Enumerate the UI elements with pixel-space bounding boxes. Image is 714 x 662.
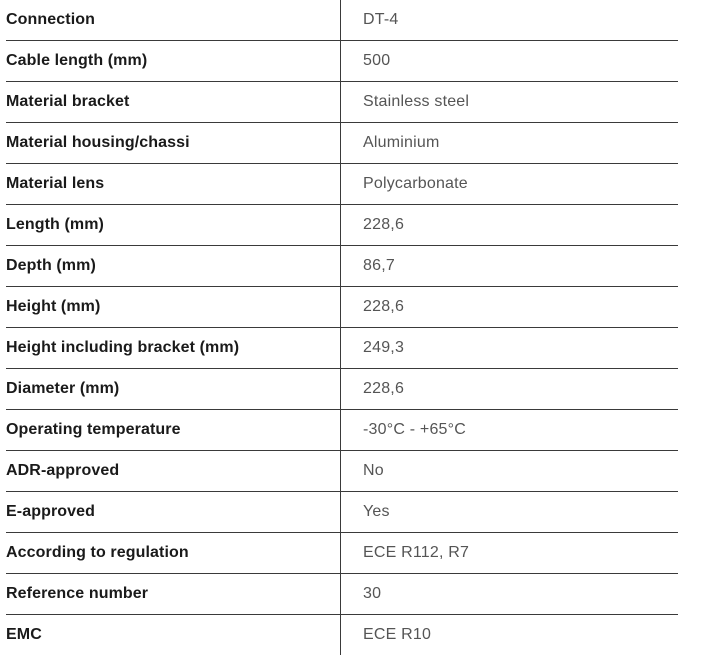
spec-label: Connection <box>6 0 341 41</box>
spec-value: No <box>341 451 679 492</box>
spec-label: ADR-approved <box>6 451 341 492</box>
spec-value: 86,7 <box>341 246 679 287</box>
table-row <box>6 41 678 82</box>
spec-label: Height including bracket (mm) <box>6 328 341 369</box>
spec-label: Cable length (mm) <box>6 41 341 82</box>
spec-label: Height (mm) <box>6 287 341 328</box>
table-row <box>6 164 678 205</box>
spec-value: 249,3 <box>341 328 679 369</box>
table-row <box>6 246 678 287</box>
specifications-table <box>6 0 678 655</box>
spec-label: Diameter (mm) <box>6 369 341 410</box>
spec-value: DT-4 <box>341 0 679 41</box>
spec-value: ECE R10 <box>363 626 432 643</box>
spec-value: 228,6 <box>341 369 679 410</box>
spec-label: Depth (mm) <box>6 246 341 287</box>
table-row <box>6 0 678 41</box>
spec-label: Material lens <box>6 164 341 205</box>
table-row <box>6 492 678 533</box>
table-row <box>6 205 678 246</box>
table-row <box>6 615 678 656</box>
spec-label: Reference number <box>6 574 341 615</box>
spec-value: -30°C - +65°C <box>341 410 679 451</box>
spec-value: Polycarbonate <box>341 164 679 205</box>
spec-label: Material bracket <box>6 82 341 123</box>
table-row <box>6 574 678 615</box>
table-row <box>6 82 678 123</box>
table-row <box>6 123 678 164</box>
spec-label: EMC <box>6 615 341 656</box>
spec-value: Aluminium <box>341 123 679 164</box>
spec-value: Yes <box>341 492 679 533</box>
spec-label: According to regulation <box>6 533 341 574</box>
spec-value: ECE R112, R7 <box>341 533 679 574</box>
table-row <box>6 369 678 410</box>
spec-value: 228,6 <box>341 287 679 328</box>
table-row <box>6 533 678 574</box>
spec-value: 500 <box>341 41 679 82</box>
spec-label: Material housing/chassi <box>6 123 341 164</box>
spec-value: 228,6 <box>341 205 679 246</box>
spec-label: E-approved <box>6 492 341 533</box>
spec-label: Operating temperature <box>6 410 341 451</box>
table-row <box>6 287 678 328</box>
spec-value: Stainless steel <box>341 82 679 123</box>
table-row <box>6 451 678 492</box>
spec-label: Length (mm) <box>6 205 341 246</box>
table-row <box>6 328 678 369</box>
spec-value: 30 <box>341 574 679 615</box>
table-row <box>6 410 678 451</box>
